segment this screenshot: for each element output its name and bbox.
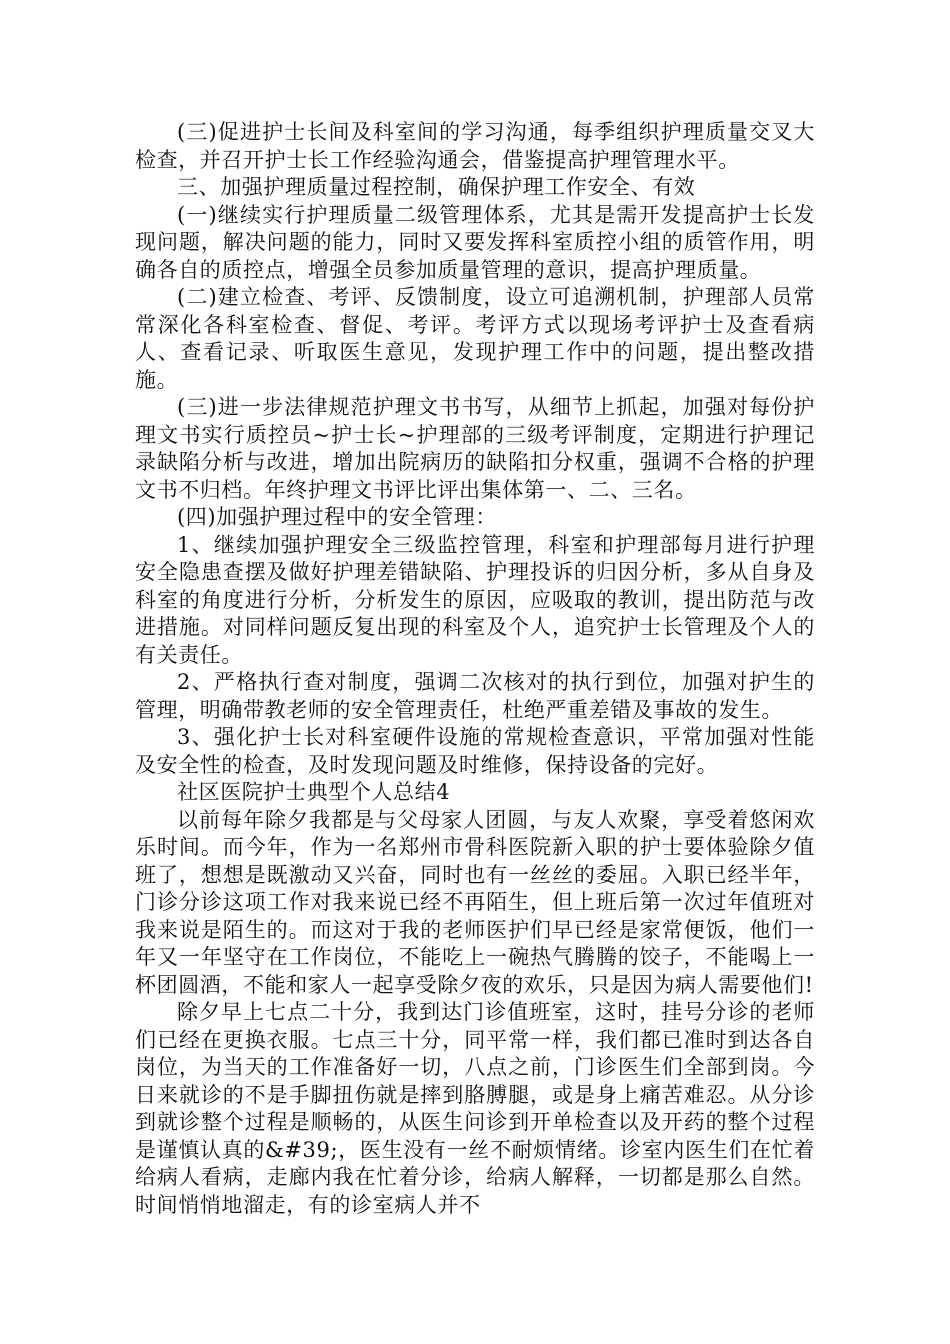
paragraph-exchange-inspection: (三)促进护士长间及科室间的学习沟通，每季组织护理质量交叉大检查，并召开护士长工作经验沟通会，借鉴提高护理管理水平。 xyxy=(135,120,815,172)
paragraph-two-level-management: (一)继续实行护理质量二级管理体系，尤其是需开发提高护士长发现问题，解决问题的能力，同时又要发挥科室质控小组的质管作用，明确各自的质控点，增强全员参加质量管理的意识，提高护理质量。 xyxy=(135,202,815,282)
paragraph-safety-management-heading: (四)加强护理过程中的安全管理： xyxy=(177,505,497,529)
paragraph-safety-item-3: 3、强化护士长对科室硬件设施的常规检查意识，平常加强对性能及安全性的检查，及时发现问题及时维修，保持设备的完好。 xyxy=(135,725,815,777)
paragraph-nursing-documents: (三)进一步法律规范护理文书书写，从细节上抓起，加强对每份护理文书实行质控员~护士长~护理部的三级考评制度，定期进行护理记录缺陷分析与改进，增加出院病历的缺陷扣分权重，强调不合格的护理文书不归档。年终护理文书评比评出集体第一、二、三名。 xyxy=(135,395,815,502)
paragraph-safety-item-2: 2、严格执行查对制度，强调二次核对的执行到位，加强对护生的管理，明确带教老师的安全管理责任，杜绝严重差错及事故的发生。 xyxy=(135,670,815,722)
paragraph-new-year-eve-morning: 除夕早上七点二十分，我到达门诊值班室，这时，挂号分诊的老师们已经在更换衣服。七点三十分，同平常一样，我们都已准时到达各自岗位，为当天的工作准备好一切，八点之前，门诊医生们全部到岗。今日来就诊的不是手脚扭伤就是摔到胳膊腿，或是身上痛苦难忍。从分诊到就诊整个过程是顺畅的，从医生问诊到开单检查以及开药的整个过程是谨慎认真的&#39;，医生没有一丝不耐烦情绪。诊室内医生们在忙着给病人看病，走廊内我在忙着分诊，给病人解释，一切都是那么自然。时间悄悄地溜走，有的诊室病人并不 xyxy=(135,1000,815,1217)
section-heading-quality-control: 三、加强护理质量过程控制，确保护理工作安全、有效 xyxy=(177,175,696,199)
document-body xyxy=(135,119,815,1219)
paragraph-new-year-eve-duty: 以前每年除夕我都是与父母家人团圆，与友人欢聚，享受着悠闲欢乐时间。而今年，作为一名郑州市骨科医院新入职的护士要体验除夕值班了，想想是既激动又兴奋，同时也有一丝丝的委屈。入职已经半年，门诊分诊这项工作对我来说已经不再陌生，但上班后第一次过年值班对我来说是陌生的。而这对于我的老师医护们早已经是家常便饭，他们一年又一年坚守在工作岗位，不能吃上一碗热气腾腾的饺子，不能喝上一杯团圆酒，不能和家人一起享受除夕夜的欢乐，只是因为病人需要他们! xyxy=(135,807,815,997)
paragraph-review-feedback-system: (二)建立检查、考评、反馈制度，设立可追溯机制，护理部人员常常深化各科室检查、督促、考评。考评方式以现场考评护士及查看病人、查看记录、听取医生意见，发现护理工作中的问题，提出整改措施。 xyxy=(135,285,815,392)
paragraph-safety-item-1: 1、继续加强护理安全三级监控管理，科室和护理部每月进行护理安全隐患查摆及做好护理差错缺陷、护理投诉的归因分析，多从自身及科室的角度进行分析，分析发生的原因，应吸取的教训，提出防范与改进措施。对同样问题反复出现的科室及个人，追究护士长管理及个人的有关责任。 xyxy=(135,532,815,667)
section-title-summary-4: 社区医院护士典型个人总结4 xyxy=(177,780,451,804)
